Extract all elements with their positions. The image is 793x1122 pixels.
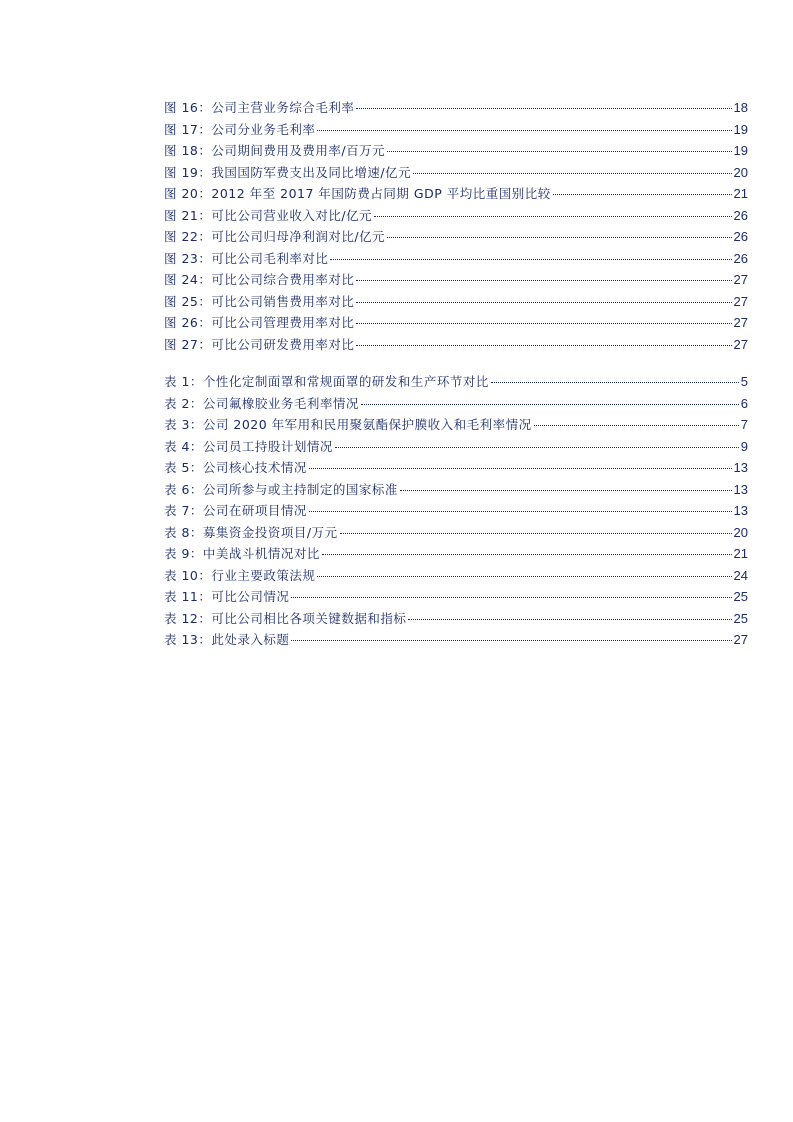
toc-entry-label: 图 19：我国国防军费支出及同比增速/亿元 <box>164 164 412 180</box>
toc-page-number: 20 <box>733 164 748 180</box>
table-list <box>164 371 748 651</box>
toc-page-number: 25 <box>733 589 748 604</box>
toc-entry-label: 表 3：公司 2020 年军用和民用聚氨酯保护膜收入和毛利率情况 <box>164 417 532 432</box>
toc-entry-label: 图 25：可比公司销售费用率对比 <box>164 293 355 309</box>
toc-entry-label: 表 8：募集资金投资项目/万元 <box>164 524 338 540</box>
toc-dot-leader <box>356 323 731 324</box>
toc-dot-leader <box>361 404 739 405</box>
table-toc-entry[interactable] <box>164 629 748 651</box>
toc-page-number: 5 <box>740 374 748 389</box>
toc-page-number: 27 <box>733 336 748 352</box>
toc-dot-leader <box>553 194 732 195</box>
toc-dot-leader <box>317 576 731 577</box>
toc-page-number: 18 <box>733 100 748 115</box>
toc-page-number: 24 <box>733 567 748 583</box>
figure-toc-entry[interactable] <box>164 97 748 119</box>
table-toc-entry[interactable] <box>164 500 748 522</box>
figure-toc-entry[interactable] <box>164 162 748 184</box>
toc-entry-label: 表 4：公司员工持股计划情况 <box>164 438 333 454</box>
toc-page-number: 19 <box>733 143 748 158</box>
toc-dot-leader <box>356 108 731 109</box>
toc-entry-label: 图 27：可比公司研发费用率对比 <box>164 336 355 352</box>
toc-page-number: 20 <box>733 524 748 540</box>
figure-toc-entry[interactable] <box>164 119 748 141</box>
toc-entry-label: 表 10：行业主要政策法规 <box>164 567 316 583</box>
toc-page-number: 27 <box>733 293 748 309</box>
toc-entry-label: 表 6：公司所参与或主持制定的国家标准 <box>164 481 398 497</box>
toc-page-number: 9 <box>740 438 748 454</box>
table-toc-entry[interactable] <box>164 543 748 565</box>
toc-dot-leader <box>356 302 731 303</box>
toc-entry-label: 图 16：公司主营业务综合毛利率 <box>164 100 355 115</box>
toc-dot-leader <box>291 597 731 598</box>
toc-entry-label: 图 18：公司期间费用及费用率/百万元 <box>164 143 386 158</box>
toc-page-number: 13 <box>733 481 748 497</box>
toc-page-number: 25 <box>733 610 748 626</box>
toc-entry-label: 表 11：可比公司情况 <box>164 589 290 604</box>
toc-page-number: 21 <box>733 546 748 561</box>
toc-page-number: 27 <box>733 315 748 330</box>
toc-entry-label: 表 2：公司氟橡胶业务毛利率情况 <box>164 395 359 411</box>
figure-toc-entry[interactable] <box>164 226 748 248</box>
toc-dot-leader <box>322 554 732 555</box>
figure-toc-entry[interactable] <box>164 183 748 205</box>
figure-toc-entry[interactable] <box>164 334 748 356</box>
toc-page-number: 27 <box>733 272 748 287</box>
toc-page-number: 26 <box>733 229 748 244</box>
toc-dot-leader <box>408 619 731 620</box>
toc-page-number: 21 <box>733 186 748 201</box>
toc-entry-label: 表 1：个性化定制面罩和常规面罩的研发和生产环节对比 <box>164 374 489 389</box>
toc-page-number: 19 <box>733 121 748 137</box>
toc-entry-label: 表 12：可比公司相比各项关键数据和指标 <box>164 610 407 626</box>
toc-dot-leader <box>330 259 731 260</box>
toc-dot-leader <box>491 382 739 383</box>
toc-entry-label: 图 26：可比公司管理费用率对比 <box>164 315 355 330</box>
toc-dot-leader <box>309 468 732 469</box>
toc-dot-leader <box>413 173 731 174</box>
table-toc-entry[interactable] <box>164 565 748 587</box>
table-toc-entry[interactable] <box>164 522 748 544</box>
figure-list <box>164 97 748 355</box>
toc-dot-leader <box>340 533 732 534</box>
toc-entry-label: 表 5：公司核心技术情况 <box>164 460 307 475</box>
toc-page-number: 13 <box>733 503 748 518</box>
toc-entry-label: 图 20：2012 年至 2017 年国防费占同期 GDP 平均比重国别比较 <box>164 186 551 201</box>
table-toc-entry[interactable] <box>164 608 748 630</box>
toc-dot-leader <box>309 511 732 512</box>
toc-entry-label: 图 24：可比公司综合费用率对比 <box>164 272 355 287</box>
toc-entry-label: 图 21：可比公司营业收入对比/亿元 <box>164 207 373 223</box>
figure-toc-entry[interactable] <box>164 291 748 313</box>
toc-entry-label: 图 22：可比公司归母净利润对比/亿元 <box>164 229 386 244</box>
toc-entry-label: 表 7：公司在研项目情况 <box>164 503 307 518</box>
table-toc-entry[interactable] <box>164 457 748 479</box>
toc-page-number: 26 <box>733 207 748 223</box>
toc-dot-leader <box>374 216 731 217</box>
toc-page-number: 6 <box>740 395 748 411</box>
table-toc-entry[interactable] <box>164 393 748 415</box>
toc-dot-leader <box>387 237 731 238</box>
toc-entry-label: 图 23：可比公司毛利率对比 <box>164 250 329 266</box>
table-toc-entry[interactable] <box>164 414 748 436</box>
toc-entry-label: 图 17：公司分业务毛利率 <box>164 121 316 137</box>
toc-dot-leader <box>291 640 731 641</box>
toc-dot-leader <box>335 447 739 448</box>
table-toc-entry[interactable] <box>164 586 748 608</box>
toc-dot-leader <box>534 425 739 426</box>
toc-page-number: 26 <box>733 250 748 266</box>
toc-dot-leader <box>400 490 732 491</box>
toc-entry-label: 表 9：中美战斗机情况对比 <box>164 546 320 561</box>
toc-dot-leader <box>317 130 731 131</box>
toc-dot-leader <box>387 151 731 152</box>
table-toc-entry[interactable] <box>164 479 748 501</box>
toc-page-number: 13 <box>733 460 748 475</box>
toc-dot-leader <box>356 280 731 281</box>
figure-toc-entry[interactable] <box>164 205 748 227</box>
toc-page-number: 27 <box>733 632 748 647</box>
figure-toc-entry[interactable] <box>164 248 748 270</box>
figure-toc-entry[interactable] <box>164 140 748 162</box>
figure-toc-entry[interactable] <box>164 312 748 334</box>
figure-toc-entry[interactable] <box>164 269 748 291</box>
toc-page-number: 7 <box>740 417 748 432</box>
toc-entry-label: 表 13：此处录入标题 <box>164 632 290 647</box>
table-toc-entry[interactable] <box>164 371 748 393</box>
table-toc-entry[interactable] <box>164 436 748 458</box>
toc-dot-leader <box>356 345 731 346</box>
